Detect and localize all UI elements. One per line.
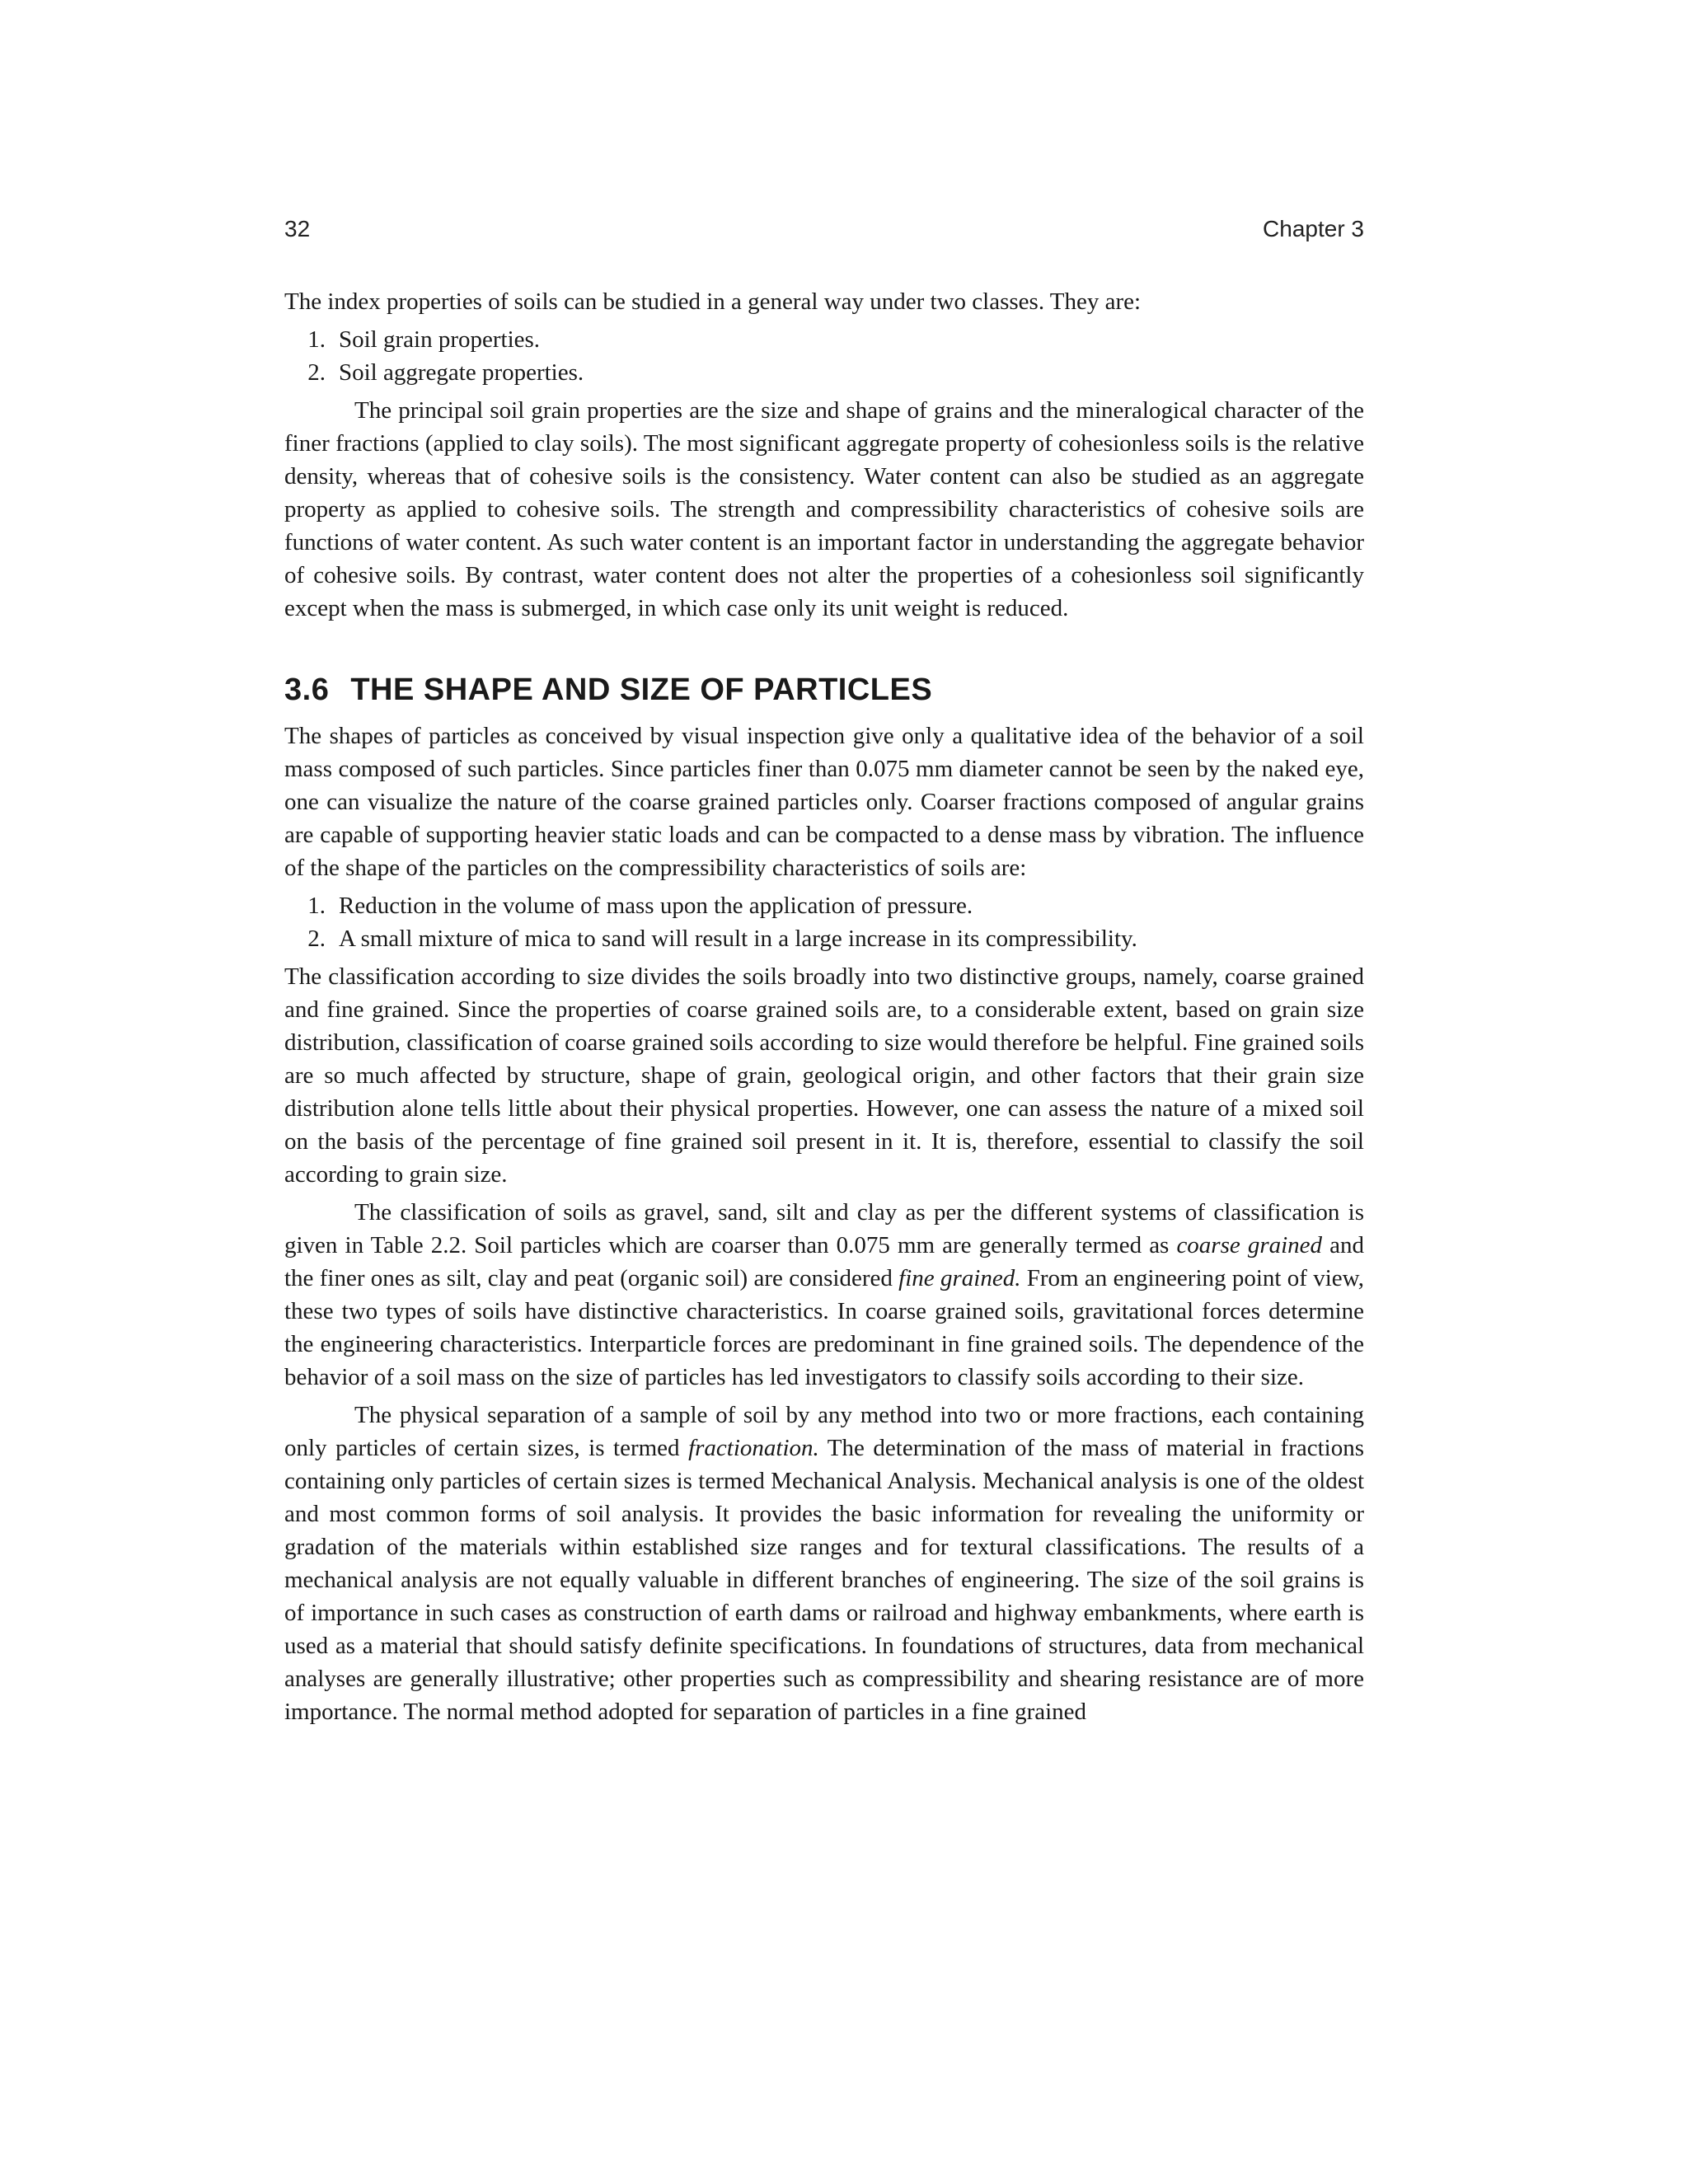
property-class-list xyxy=(284,323,1364,389)
section-number: 3.6 xyxy=(284,673,330,707)
emphasis-coarse-grained: coarse grained xyxy=(1176,1232,1323,1258)
size-classification-paragraph: The classification according to size divides the soils broadly into two distinctive groups, namely, coarse grained and fine grained. Since the properties of coarse grained soils are, to a considerable extent, based on grain size distribution, classification of coarse grained soils according to size would therefore be helpful. Fine grained soils are so much affected by structure, shape of grain, geological origin, and other factors that their grain size distribution alone tells little about their physical properties. However, one can assess the nature of a mixed soil on the basis of the percentage of fine grained soil present in it. It is, therefore, essential to classify the soil according to grain size. xyxy=(284,963,1364,1188)
text-run: The physical separation of a sample of soil by any method into two or more fractions, each containing only particles of certain sizes, is termed xyxy=(284,1402,1364,1461)
list-item-number: 1. xyxy=(307,893,326,919)
list-item-text: Soil grain properties. xyxy=(339,326,541,353)
page-number: 32 xyxy=(284,216,311,241)
document-page xyxy=(284,216,1364,1728)
list-item xyxy=(284,889,1364,922)
list-item-number: 1. xyxy=(307,326,326,353)
emphasis-fine-grained: fine grained. xyxy=(898,1265,1021,1291)
text-run: The determination of the mass of material in fractions containing only particles of certain sizes is termed Mechanical Analysis. Mechanical analysis is one of the oldest and most common forms of soil analysis. It provides the basic information for revealing the uniformity or gradation of the materials within established size ranges and for textural classifications. The results of a mechanical analysis are not equally valuable in different branches of engineering. The size of the soil grains is of importance in such cases as construction of earth dams or railroad and highway embankments, where earth is used as a material that should satisfy definite specifications. In foundations of structures, data from mechanical analyses are generally illustrative; other properties such as compressibility and shearing resistance are of more importance. The normal method adopted for separation of particles in a fine grained xyxy=(284,1435,1364,1725)
list-item xyxy=(284,922,1364,955)
list-item-number: 2. xyxy=(307,926,326,952)
compressibility-list xyxy=(284,889,1364,955)
chapter-label: Chapter 3 xyxy=(1263,216,1364,241)
text-run: The classification of soils as gravel, sand, silt and clay as per the different systems of classification is given in Table 2.2. Soil particles which are coarser than 0.075 mm are generally termed as xyxy=(284,1199,1364,1258)
list-item-number: 2. xyxy=(307,359,326,386)
soil-types-paragraph xyxy=(284,1196,1364,1394)
list-item-text: Reduction in the volume of mass upon the application of pressure. xyxy=(339,893,973,919)
text-run: and the finer ones as silt, clay and peat (organic soil) are considered xyxy=(284,1232,1364,1291)
section-title: THE SHAPE AND SIZE OF PARTICLES xyxy=(350,673,933,707)
shape-paragraph: The shapes of particles as conceived by visual inspection give only a qualitative idea of the behavior of a soil mass composed of such particles. Since particles finer than 0.075 mm diameter cannot be seen by the naked eye, one can visualize the nature of the coarse grained particles only. Coarser fractions composed of angular grains are capable of supporting heavier static loads and can be compacted to a dense mass by vibration. The influence of the shape of the particles on the compressibility characteristics of soils are: xyxy=(284,723,1364,881)
grain-properties-paragraph: The principal soil grain properties are the size and shape of grains and the mineralogical character of the finer fractions (applied to clay soils). The most significant aggregate property of cohesionless soils is the relative density, whereas that of cohesive soils is the consistency. Water content can also be studied as an aggregate property as applied to cohesive soils. The strength and compressibility characteristics of cohesive soils are functions of water content. As such water content is an important factor in understanding the aggregate behavior of cohesive soils. By contrast, water content does not alter the properties of a cohesionless soil significantly except when the mass is submerged, in which case only its unit weight is reduced. xyxy=(284,397,1364,621)
section-heading xyxy=(284,673,1364,708)
mechanical-analysis-paragraph xyxy=(284,1399,1364,1728)
emphasis-fractionation: fractionation. xyxy=(688,1435,819,1461)
list-item-text: A small mixture of mica to sand will result in a large increase in its compressibility. xyxy=(339,926,1137,952)
list-item xyxy=(284,323,1364,356)
list-item xyxy=(284,356,1364,389)
list-item-text: Soil aggregate properties. xyxy=(339,359,584,386)
running-header xyxy=(284,216,1364,249)
text-run: From an engineering point of view, these two types of soils have distinctive characteristics. In coarse grained soils, gravitational forces determine the engineering characteristics. Interparticle forces are predominant in fine grained soils. The dependence of the behavior of a soil mass on the size of particles has led investigators to classify soils according to their size. xyxy=(284,1265,1364,1390)
intro-paragraph: The index properties of soils can be studied in a general way under two classes. They are: xyxy=(284,288,1142,315)
